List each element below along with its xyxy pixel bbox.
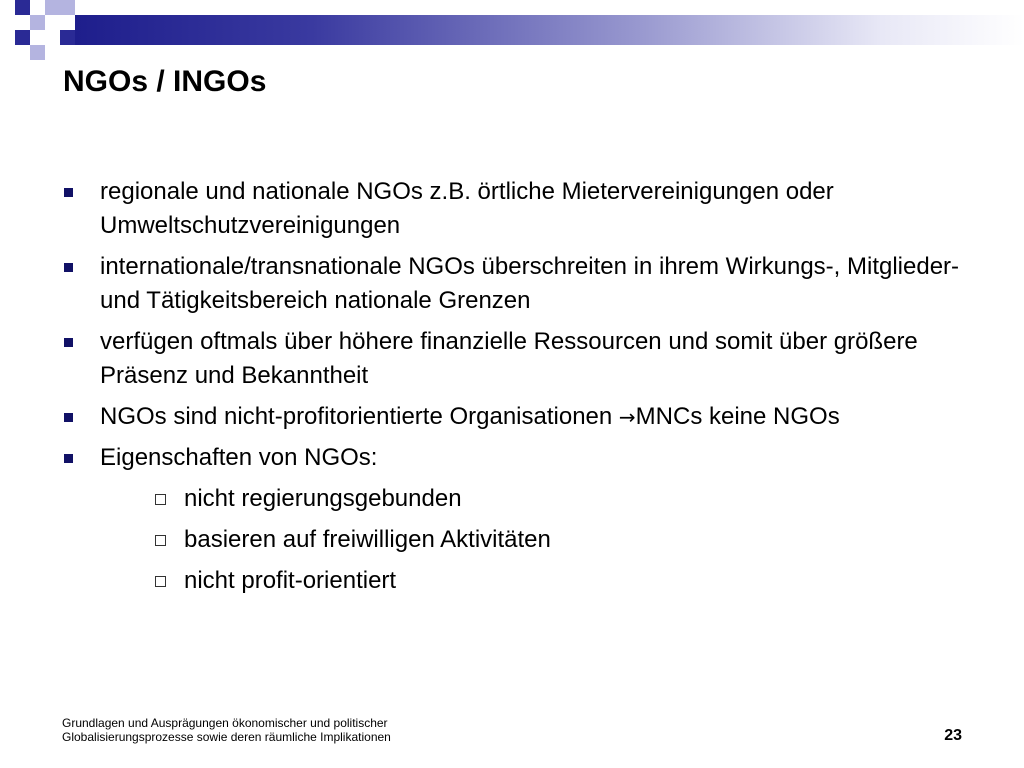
hollow-square-icon [155, 535, 166, 546]
sub-bullet-item [100, 482, 982, 516]
bullet-text: internationale/transnationale NGOs überschreiten in ihrem Wirkungs-, Mitglieder- und Tätigkeitsbereich nationale Grenzen [100, 253, 960, 314]
slide-title: NGOs / INGOs [63, 65, 267, 98]
sub-bullet-text: basieren auf freiwilligen Aktivitäten [184, 526, 551, 553]
right-arrow-icon: → [618, 405, 636, 429]
header-square-decoration [30, 45, 45, 60]
page-number: 23 [944, 727, 962, 744]
bullet-item [62, 325, 982, 393]
bullet-text: MNCs keine NGOs [635, 403, 840, 430]
sub-bullet-item [100, 564, 982, 598]
bullet-text: Eigenschaften von NGOs: [100, 444, 378, 471]
header-square-decoration [60, 0, 75, 15]
header-square-decoration [45, 15, 60, 30]
footer-text [62, 716, 391, 744]
bullet-text: NGOs sind nicht-profitorientierte Organisationen [100, 403, 619, 430]
header-square-decoration [60, 30, 75, 45]
header-square-decoration [15, 30, 30, 45]
bullet-item [62, 400, 982, 434]
bullet-square-icon [64, 454, 73, 463]
bullet-square-icon [64, 188, 73, 197]
bullet-square-icon [64, 338, 73, 347]
sub-bullet-list [100, 482, 982, 598]
header-gradient-bar [75, 15, 1024, 45]
footer-line: Globalisierungsprozesse sowie deren räumliche Implikationen [62, 730, 391, 744]
hollow-square-icon [155, 494, 166, 505]
sub-bullet-item [100, 523, 982, 557]
hollow-square-icon [155, 576, 166, 587]
bullet-square-icon [64, 413, 73, 422]
header-square-decoration [45, 0, 60, 15]
bullet-text: verfügen oftmals über höhere finanzielle Ressourcen und somit über größere Präsenz und Bekanntheit [100, 328, 918, 389]
header-square-decoration [15, 0, 30, 15]
bullet-text: regionale und nationale NGOs z.B. örtliche Mietervereinigungen oder Umweltschutzvereinigungen [100, 178, 834, 239]
bullet-square-icon [64, 263, 73, 272]
footer-line: Grundlagen und Ausprägungen ökonomischer und politischer [62, 716, 388, 730]
bullet-list [62, 175, 982, 605]
bullet-item [62, 441, 982, 598]
bullet-item [62, 175, 982, 243]
sub-bullet-text: nicht profit-orientiert [184, 567, 397, 594]
bullet-item [62, 250, 982, 318]
header-square-decoration [30, 15, 45, 30]
sub-bullet-text: nicht regierungsgebunden [184, 485, 462, 512]
